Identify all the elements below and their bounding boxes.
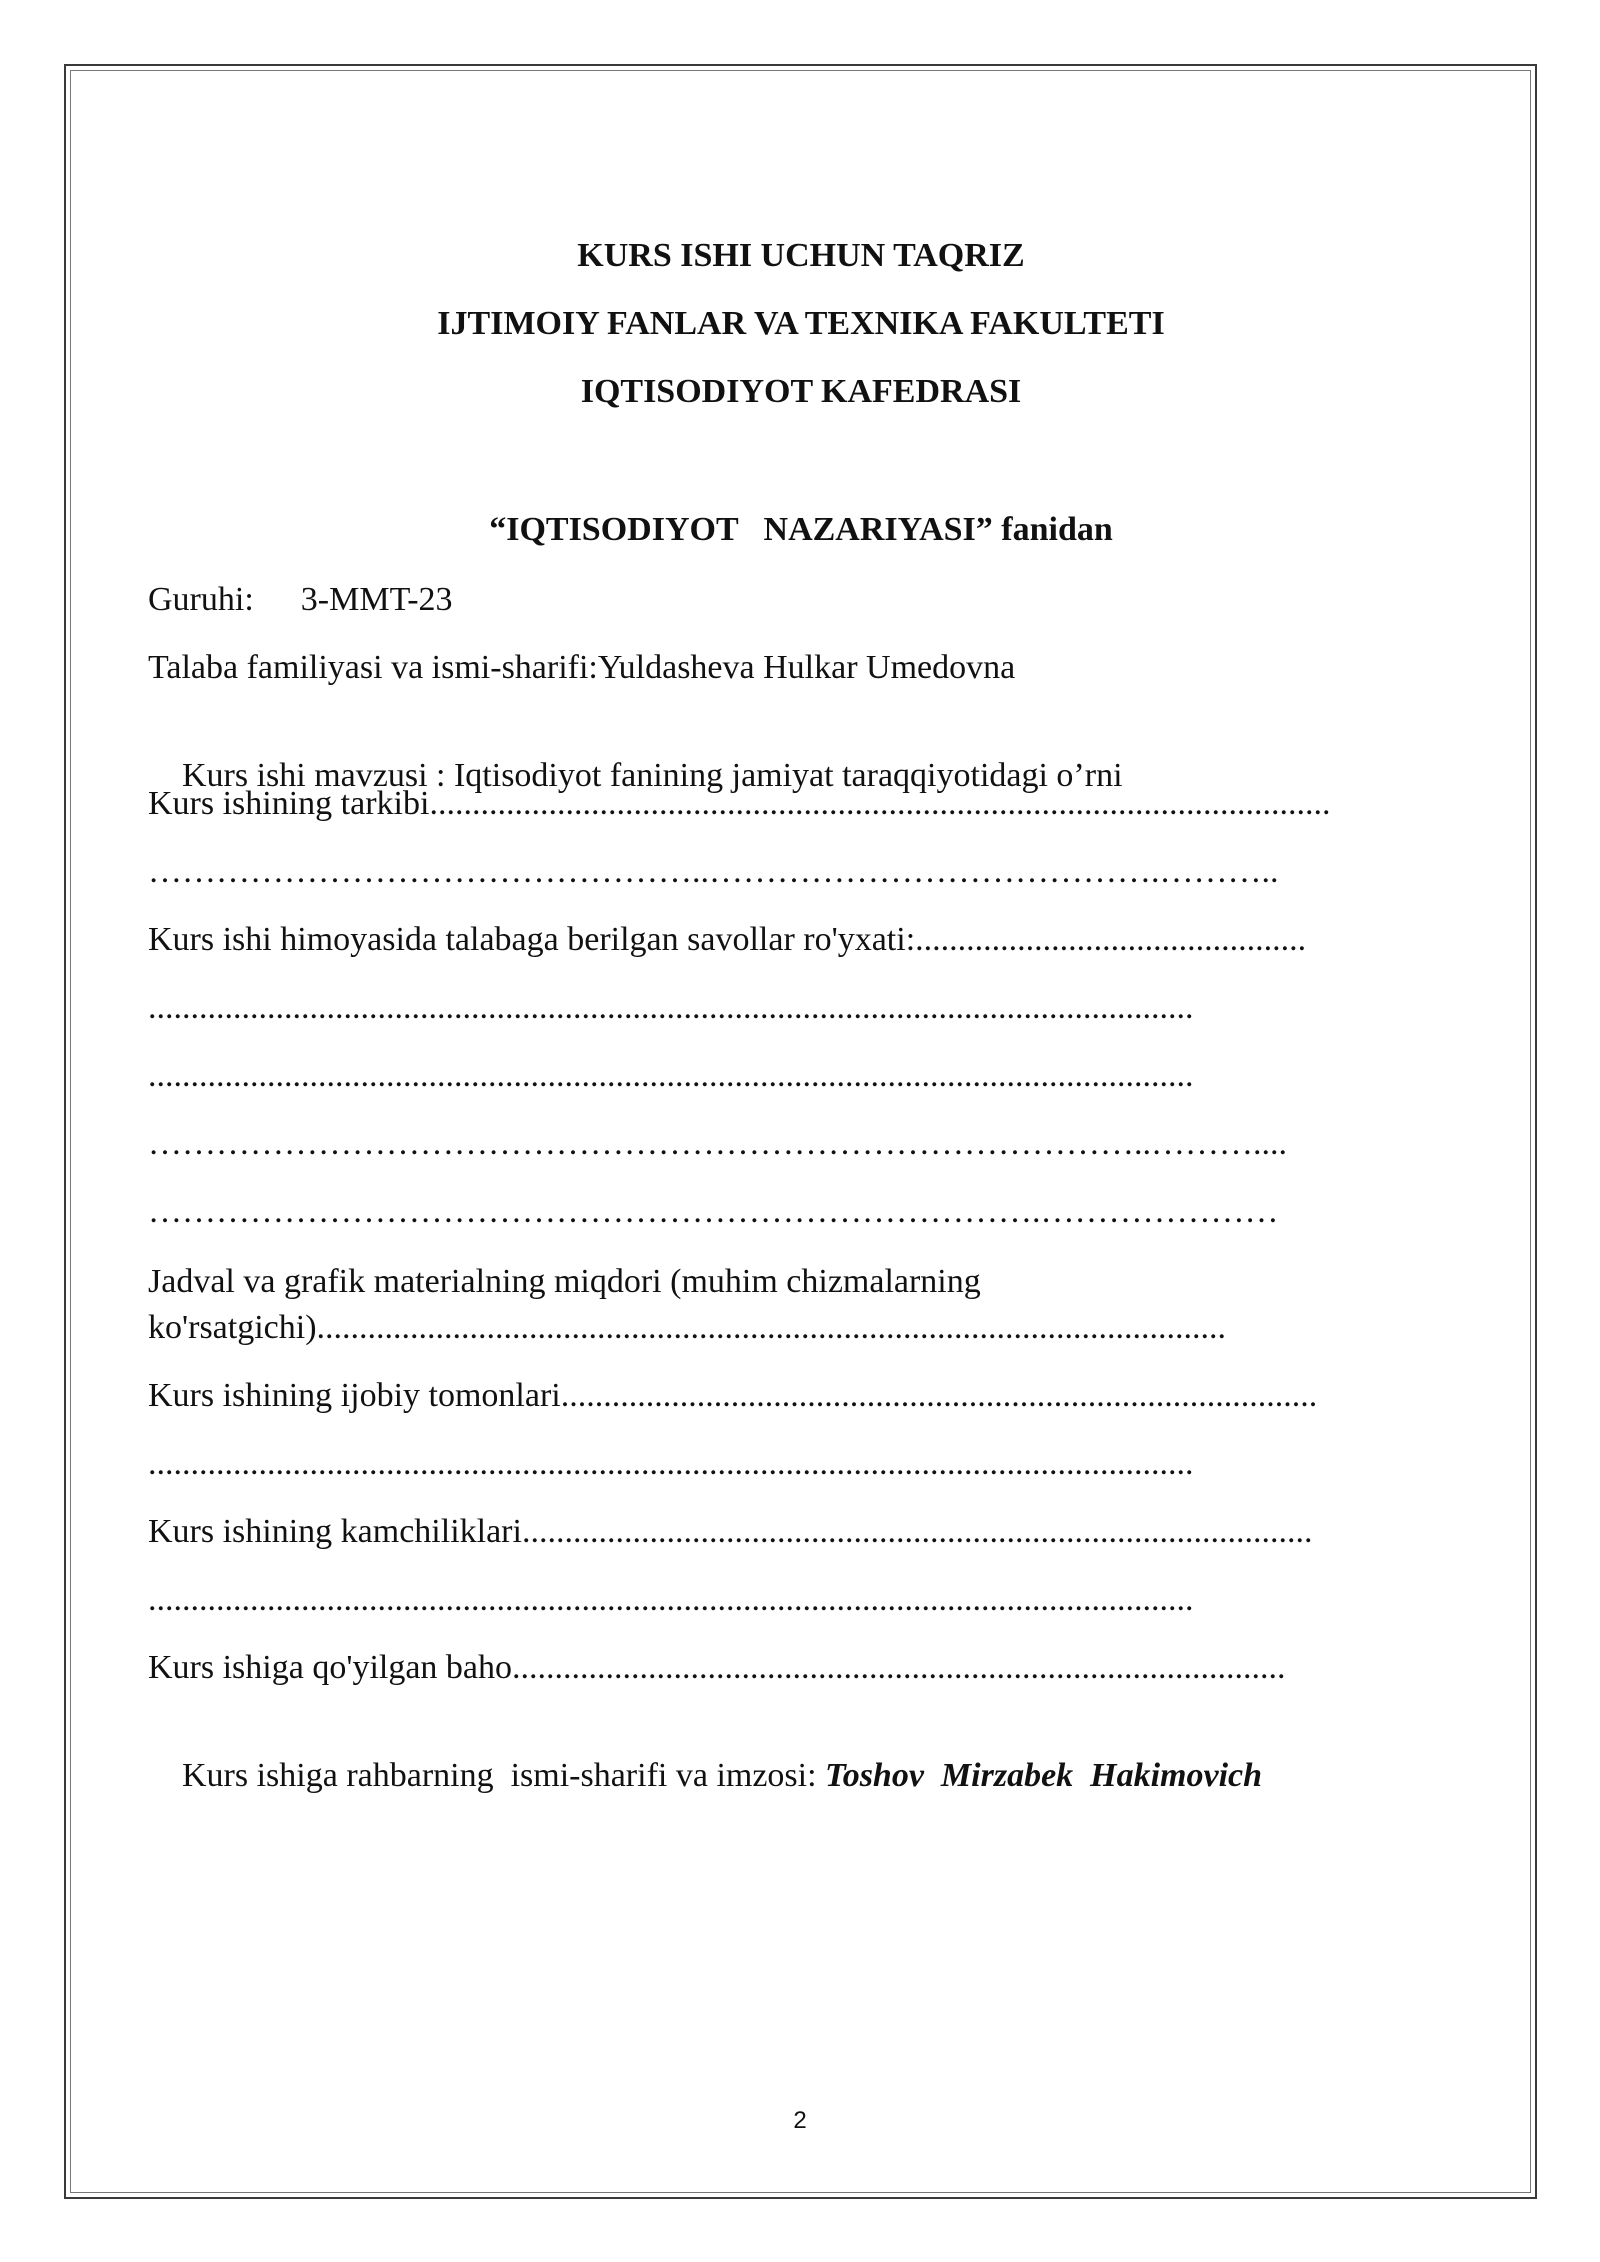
department-heading: IQTISODIYOT KAFEDRASI — [580, 373, 1022, 410]
structure-row — [148, 784, 1454, 824]
questions-fill-line-2: ........................................................................................................................... — [148, 1057, 1194, 1094]
shortcomings-row — [148, 1512, 1454, 1552]
supervisor-name: Toshov Mirzabek Hakimovich — [825, 1757, 1263, 1794]
materials-fill-line: ........................................................................................................... — [316, 1309, 1227, 1346]
topic-value: Iqtisodiyot fanining jamiyat taraqqiyotidagi o’rni — [453, 757, 1123, 794]
student-name: Yuldasheva Hulkar Umedovna — [597, 649, 1016, 686]
group-label: Guruhi: — [148, 581, 254, 618]
grade-row — [148, 1648, 1454, 1688]
materials-row — [148, 1308, 1454, 1348]
questions-row — [148, 920, 1454, 960]
supervisor-label: Kurs ishiga rahbarning ismi-sharifi va imzosi: — [182, 1757, 826, 1794]
positive-label: Kurs ishining ijobiy tomonlari — [148, 1377, 561, 1414]
questions-fill-line-4: …………………………………………………………………….………………… — [148, 1193, 1279, 1230]
structure-label: Kurs ishining tarkibi — [148, 785, 430, 822]
group-row — [148, 580, 1454, 620]
grade-fill-line: ........................................................................................... — [512, 1649, 1286, 1686]
topic-label: Kurs ishi mavzusi : — [182, 757, 454, 794]
questions-fill-line-1: ........................................................................................................................... — [148, 989, 1194, 1026]
shortcomings-fill-line: ............................................................................................. — [521, 1513, 1313, 1550]
grade-label: Kurs ishiga qo'yilgan baho — [148, 1649, 513, 1686]
questions-label: Kurs ishi himoyasida talabaga berilgan savollar ro'yxati: — [148, 921, 916, 958]
shortcomings-fill-line-2: ........................................................................................................................... — [148, 1581, 1194, 1618]
faculty-heading: IJTIMOIY FANLAR VA TEXNIKA FAKULTETI — [437, 305, 1165, 342]
materials-label-line-2: ko'rsatgichi) — [148, 1309, 317, 1346]
student-row — [148, 648, 1454, 688]
structure-fill-line-2: …………………………………………..………………………………….……….. — [148, 853, 1279, 890]
questions-fill-line: .............................................. — [915, 921, 1307, 958]
student-label: Talaba familiyasi va ismi-sharifi: — [148, 649, 598, 686]
structure-fill-line: .......................................................................................................... — [429, 785, 1331, 822]
materials-label-line-1: Jadval va grafik materialning miqdori (muhim chizmalarning — [148, 1263, 981, 1300]
group-value: 3-MMT-23 — [300, 581, 453, 618]
shortcomings-label: Kurs ishining kamchiliklari — [148, 1513, 522, 1550]
subject-heading: “IQTISODIYOT NAZARIYASI” fanidan — [489, 511, 1113, 548]
positive-row — [148, 1376, 1454, 1416]
document-title: KURS ISHI UCHUN TAQRIZ — [577, 237, 1025, 274]
positive-fill-line-2: ........................................................................................................................... — [148, 1445, 1194, 1482]
positive-fill-line: ......................................................................................... — [560, 1377, 1318, 1414]
questions-fill-line-3: ……………………………………………………………………………..……….... — [148, 1125, 1287, 1162]
page-number: 2 — [793, 2107, 807, 2134]
supervisor-row — [148, 1716, 1454, 1836]
